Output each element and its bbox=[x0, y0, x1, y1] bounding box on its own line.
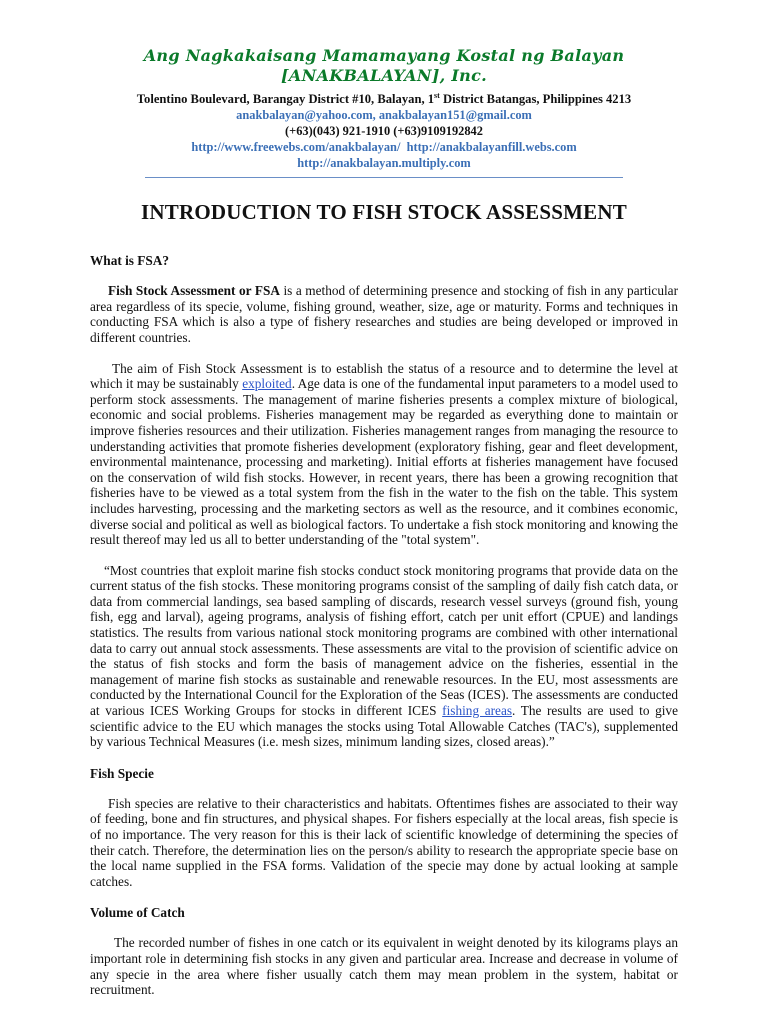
website-link-line-2 bbox=[90, 155, 678, 171]
paragraph-fsa-definition: Fish Stock Assessment or FSA is a method of determining presence and stocking of fish in any particular area regardless of its specie, volume, fishing ground, weather, size, age or maturity. Forms and techniques in conducting FSA which is also a type of fishery researches and studies are being developed or improved in different countries. bbox=[90, 283, 678, 345]
paragraph-fsa-aim: The aim of Fish Stock Assessment is to establish the status of a resource and to determine the level at which it may be sustainably exploited. Age data is one of the fundamental input parameters to a model used to perform stock assessments. The management of marine fisheries presents a complex mixture of biological, economic and social problems. Fisheries management may be regarded as everything done to maintain or improve fisheries resources and their utilization. Fisheries management ranges from managing the resource to understanding activities that promote fisheries development (exploratory fishing, gear and fleet development, environmental maintenance, processing and marketing). Initial efforts at fisheries management have focused on the conservation of wild fish stocks. However, in recent years, there has been a growing recognition that fisheries have to be viewed as a total system from the fish in the water to the fish on the table. This system includes harvesting, processing and the marketing sectors as well as the resource, and it combines economic, diverse social and political as well as biological factors. To undertake a fish stock monitoring and knowing the result thereof may led us all to better understanding of the "total system". bbox=[90, 360, 678, 548]
website-link-webs[interactable]: http://anakbalayanfill.webs.com bbox=[406, 140, 577, 155]
header-divider bbox=[145, 177, 623, 178]
paragraph-stock-monitoring-quote: “Most countries that exploit marine fish stocks conduct stock monitoring programs that provide data on the current status of the fish stocks. These monitoring programs consist of the sampling of daily fish catch data, or data from commercial landings, sea based sampling of discards, research vessel surveys (ground fish, young fish, egg and larval), ageing programs, analysis of fishing effort, catch per unit effort (CPUE) and landings statistics. The results from various national stock monitoring programs are combined with other international data to carry out annual stock assessments. These assessments are vital to the provision of scientific advice on the status of fish stocks and form the basis of management advice on the fisheries, essential in the management of marine fish stocks as sustainable and renewable resources. In the EU, most assessments are conducted by the International Council for the Exploration of the Seas (ICES). The assessments are conducted at various ICES Working Groups for stocks in different ICES fishing areas. The results are used to give scientific advice to the EU which manages the stocks using Total Allowable Catches (TAC's), supplemented by various Technical Measures (i.e. mesh sizes, minimum landing sizes, closed areas).” bbox=[90, 562, 678, 750]
link-fishing-areas[interactable]: fishing areas bbox=[442, 703, 513, 719]
section-heading-what-is-fsa: What is FSA? bbox=[90, 253, 170, 269]
fsa-term: Fish Stock Assessment or FSA bbox=[108, 283, 280, 299]
website-link-multiply[interactable]: http://anakbalayan.multiply.com bbox=[297, 156, 471, 171]
organization-address: Tolentino Boulevard, Barangay District #10, Balayan, 1st District Batangas, Philippines 4213 bbox=[136, 91, 632, 107]
section-heading-fish-specie: Fish Specie bbox=[90, 765, 154, 781]
contact-emails[interactable]: anakbalayan@yahoo.com, anakbalayan151@gmail.com bbox=[236, 108, 532, 123]
contact-phones: (+63)(043) 921-1910 (+63)9109192842 bbox=[285, 124, 483, 139]
paragraph-fish-specie: Fish species are relative to their characteristics and habitats. Oftentimes fishes are associated to their way of feeding, bone and fin structures, and physical shapes. For fishers especially at the local areas, fish specie is of no importance. The very reason for this is their lack of scientific knowledge of determining the species of their catch. Therefore, the determination lies on the person/s ability to research the appropriate specie base on the local name supplied in the FSA forms. Validation of the specie may done by actual looking at sample catches. bbox=[90, 795, 678, 889]
document-title: INTRODUCTION TO FISH STOCK ASSESSMENT bbox=[141, 200, 627, 225]
section-heading-volume-of-catch: Volume of Catch bbox=[90, 905, 185, 921]
organization-name: Ang Nagkakaisang Mamamayang Kostal ng Balayan [ANAKBALAYAN], Inc. bbox=[143, 46, 625, 85]
website-link-freewebs[interactable]: http://www.freewebs.com/anakbalayan/ bbox=[191, 140, 401, 155]
paragraph-volume-of-catch: The recorded number of fishes in one catch or its equivalent in weight denoted by its kilograms plays an important role in determining fish stocks in any given and particular area. Increase and decrease in volume of any specie in the area where fisher usually catch them may mean problem in the system, habitat or recruitment. bbox=[90, 935, 678, 998]
letterhead bbox=[90, 0, 678, 178]
link-exploited[interactable]: exploited bbox=[242, 376, 292, 392]
website-links bbox=[90, 139, 678, 155]
